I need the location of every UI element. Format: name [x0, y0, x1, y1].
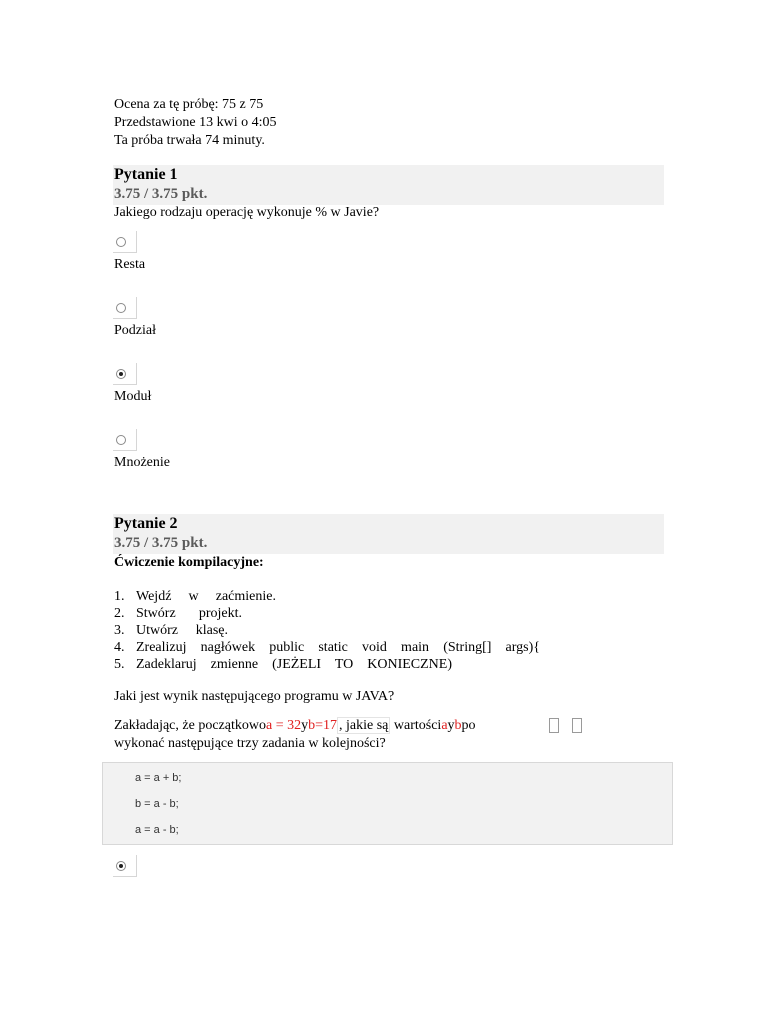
option-radio-resta[interactable]: [113, 231, 137, 253]
list-item: 4. Zrealizuj nagłówek public static void main (String[] args){: [114, 640, 540, 655]
radio-icon: [116, 237, 126, 247]
list-item: 5. Zadeklaruj zmienne (JEŻELI TO KONIECZNE): [114, 657, 452, 672]
option-label-mnozenie: Mnożenie: [114, 455, 170, 470]
option-radio-modul[interactable]: [113, 363, 137, 385]
missing-glyph-icon: [572, 718, 582, 733]
list-item: 2. Stwórz projekt.: [114, 606, 242, 621]
exercise-steps: [114, 588, 540, 673]
code-line: b = a - b;: [135, 798, 179, 810]
attempt-submitted: Przedstawione 13 kwi o 4:05: [114, 115, 277, 130]
attempt-grade: Ocena za tę próbę: 75 z 75: [114, 97, 264, 112]
question-2-text: Jaki jest wynik następującego programu w JAVA?: [114, 689, 395, 704]
question-2-assumption-line2: wykonać następujące trzy zadania w kolejności?: [114, 736, 386, 751]
radio-checked-icon: [116, 369, 126, 379]
question-2-header: [113, 514, 664, 554]
radio-icon: [116, 435, 126, 445]
option-label-podzial: Podział: [114, 323, 156, 338]
var-a: a = 32: [265, 718, 302, 733]
missing-glyph-icon: [549, 718, 559, 733]
radio-checked-icon: [116, 861, 126, 871]
radio-icon: [116, 303, 126, 313]
code-block: [102, 762, 673, 845]
option-label-resta: Resta: [114, 257, 146, 272]
attempt-duration: Ta próba trwała 74 minuty.: [114, 133, 265, 148]
list-item: 1. Wejdź w zaćmienie.: [114, 589, 276, 604]
list-item: 3. Utwórz klasę.: [114, 623, 228, 638]
attempt-summary: [114, 96, 277, 150]
question-2-points: 3.75 / 3.75 pkt.: [114, 535, 208, 551]
code-line: a = a + b;: [135, 772, 182, 784]
code-line: a = a - b;: [135, 824, 179, 836]
question-2-assumption: Zakładając, że początkowoa = 32yb=17 , jakie są wartościaybpo: [114, 718, 476, 733]
question-1-title: Pytanie 1: [114, 166, 178, 183]
option-label-modul: Moduł: [114, 389, 152, 404]
option-radio-podzial[interactable]: [113, 297, 137, 319]
option-radio-mnozenie[interactable]: [113, 429, 137, 451]
exercise-heading: Ćwiczenie kompilacyjne:: [114, 555, 264, 570]
question-1-points: 3.75 / 3.75 pkt.: [114, 186, 208, 202]
var-b: b=17: [308, 718, 337, 733]
question-2-title: Pytanie 2: [114, 515, 178, 532]
option-radio-q2-first[interactable]: [113, 855, 137, 877]
question-1-text: Jakiego rodzaju operację wykonuje % w Javie?: [114, 205, 380, 220]
question-1-header: [113, 165, 664, 205]
